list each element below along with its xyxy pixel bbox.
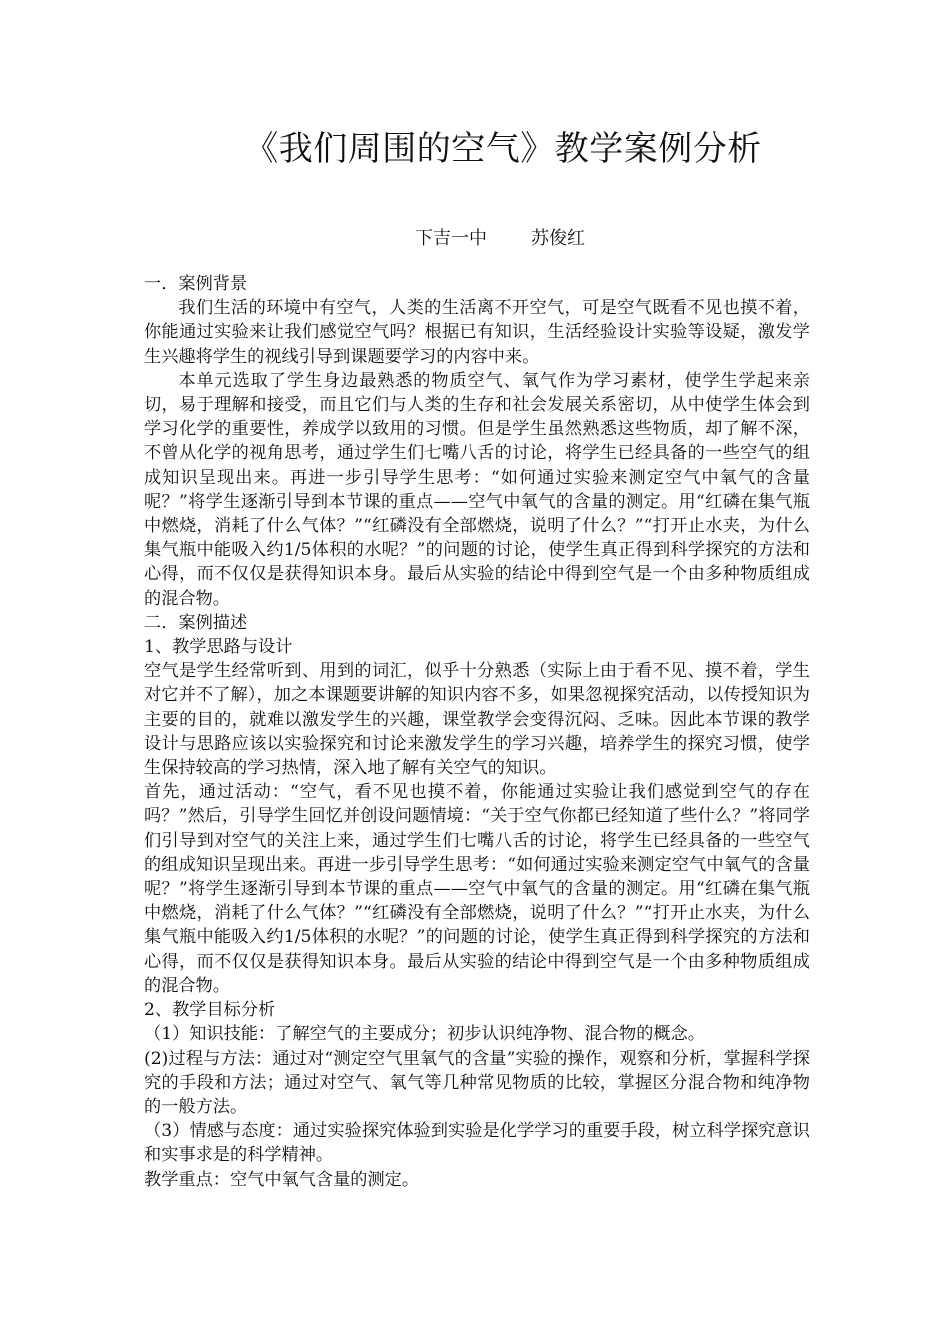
- author-line: [0, 226, 950, 252]
- document-title: 《我们周围的空气》教学案例分析: [244, 129, 762, 169]
- section-heading-background: 一．案例背景: [144, 274, 248, 294]
- subsection-heading-design: 1、教学思路与设计: [144, 637, 293, 658]
- paragraph: 首先，通过活动：“空气，看不见也摸不着，你能通过实验让我们感觉到空气的存在吗？”然后，引导学生回忆并创设问题情境：“关于空气你都已经知道了些什么？”将同学们引导到对空气的关注上来，通过学生们七嘴八舌的讨论，将学生已经具备的一些空气的组成知识呈现出来。再进一步引导学生思考：“如何通过实验来测定空气中氧气的含量呢？”将学生逐渐引导到本节课的重点——空气中氧气的含量的测定。用“红磷在集气瓶中燃烧，消耗了什么气体？”“红磷没有全部燃烧，说明了什么？”“打开止水夹，为什么集气瓶中能吸入约1/5体积的水呢？”的问题的讨论，使学生真正得到科学探究的方法和心得，而不仅仅是获得知识本身。最后从实验的结论中得到空气是一个由多种物质组成的混合物。: [144, 782, 810, 996]
- document-body: [144, 272, 810, 1192]
- key-point: 教学重点：空气中氧气含量的测定。: [144, 1169, 420, 1190]
- author-school: 下吉一中: [415, 228, 487, 249]
- goal-item: （1）知识技能：了解空气的主要成分；初步认识纯净物、混合物的概念。: [144, 1024, 705, 1045]
- paragraph: 空气是学生经常听到、用到的词汇，似乎十分熟悉（实际上由于看不见、摸不着，学生对它并不了解），加之本课题要讲解的知识内容不多，如果忽视探究活动，以传授知识为主要的目的，就难以激发学生的兴趣，课堂教学会变得沉闷、乏味。因此本节课的教学设计与思路应该以实验探究和讨论来激发学生的学习兴趣，培养学生的探究习惯，使学生保持较高的学习热情，深入地了解有关空气的知识。: [144, 661, 810, 779]
- goal-item: （3）情感与态度：通过实验探究体验到实验是化学学习的重要手段，树立科学探究意识和实事求是的科学精神。: [144, 1121, 810, 1166]
- goal-item: (2)过程与方法：通过对“测定空气里氧气的含量”实验的操作，观察和分析，掌握科学探究的手段和方法；通过对空气、氧气等几种常见物质的比较，掌握区分混合物和纯净物的一般方法。: [144, 1048, 810, 1117]
- paragraph: 本单元选取了学生身边最熟悉的物质空气、氧气作为学习素材，使学生学起来亲切，易于理解和接受，而且它们与人类的生存和社会发展关系密切，从中使学生体会到学习化学的重要性，养成学以致用的习惯。但是学生虽然熟悉这些物质，却了解不深，不曾从化学的视角思考，通过学生们七嘴八舌的讨论，将学生已经具备的一些空气的组成知识呈现出来。再进一步引导学生思考：“如何通过实验来测定空气中氧气的含量呢？”将学生逐渐引导到本节课的重点——空气中氧气的含量的测定。用“红磷在集气瓶中燃烧，消耗了什么气体？”“红磷没有全部燃烧，说明了什么？”“打开止水夹，为什么集气瓶中能吸入约1/5体积的水呢？”的问题的讨论，使学生真正得到科学探究的方法和心得，而不仅仅是获得知识本身。最后从实验的结论中得到空气是一个由多种物质组成的混合物。: [144, 370, 810, 609]
- paragraph: 我们生活的环境中有空气，人类的生活离不开空气，可是空气既看不见也摸不着，你能通过实验来让我们感觉空气吗？根据已有知识，生活经验设计实验等设疑，激发学生兴趣将学生的视线引导到课题要学习的内容中来。: [144, 298, 810, 367]
- subsection-heading-goals: 2、教学目标分析: [144, 1000, 276, 1021]
- section-heading-description: 二．案例描述: [144, 612, 248, 633]
- author-name: 苏俊红: [531, 228, 585, 249]
